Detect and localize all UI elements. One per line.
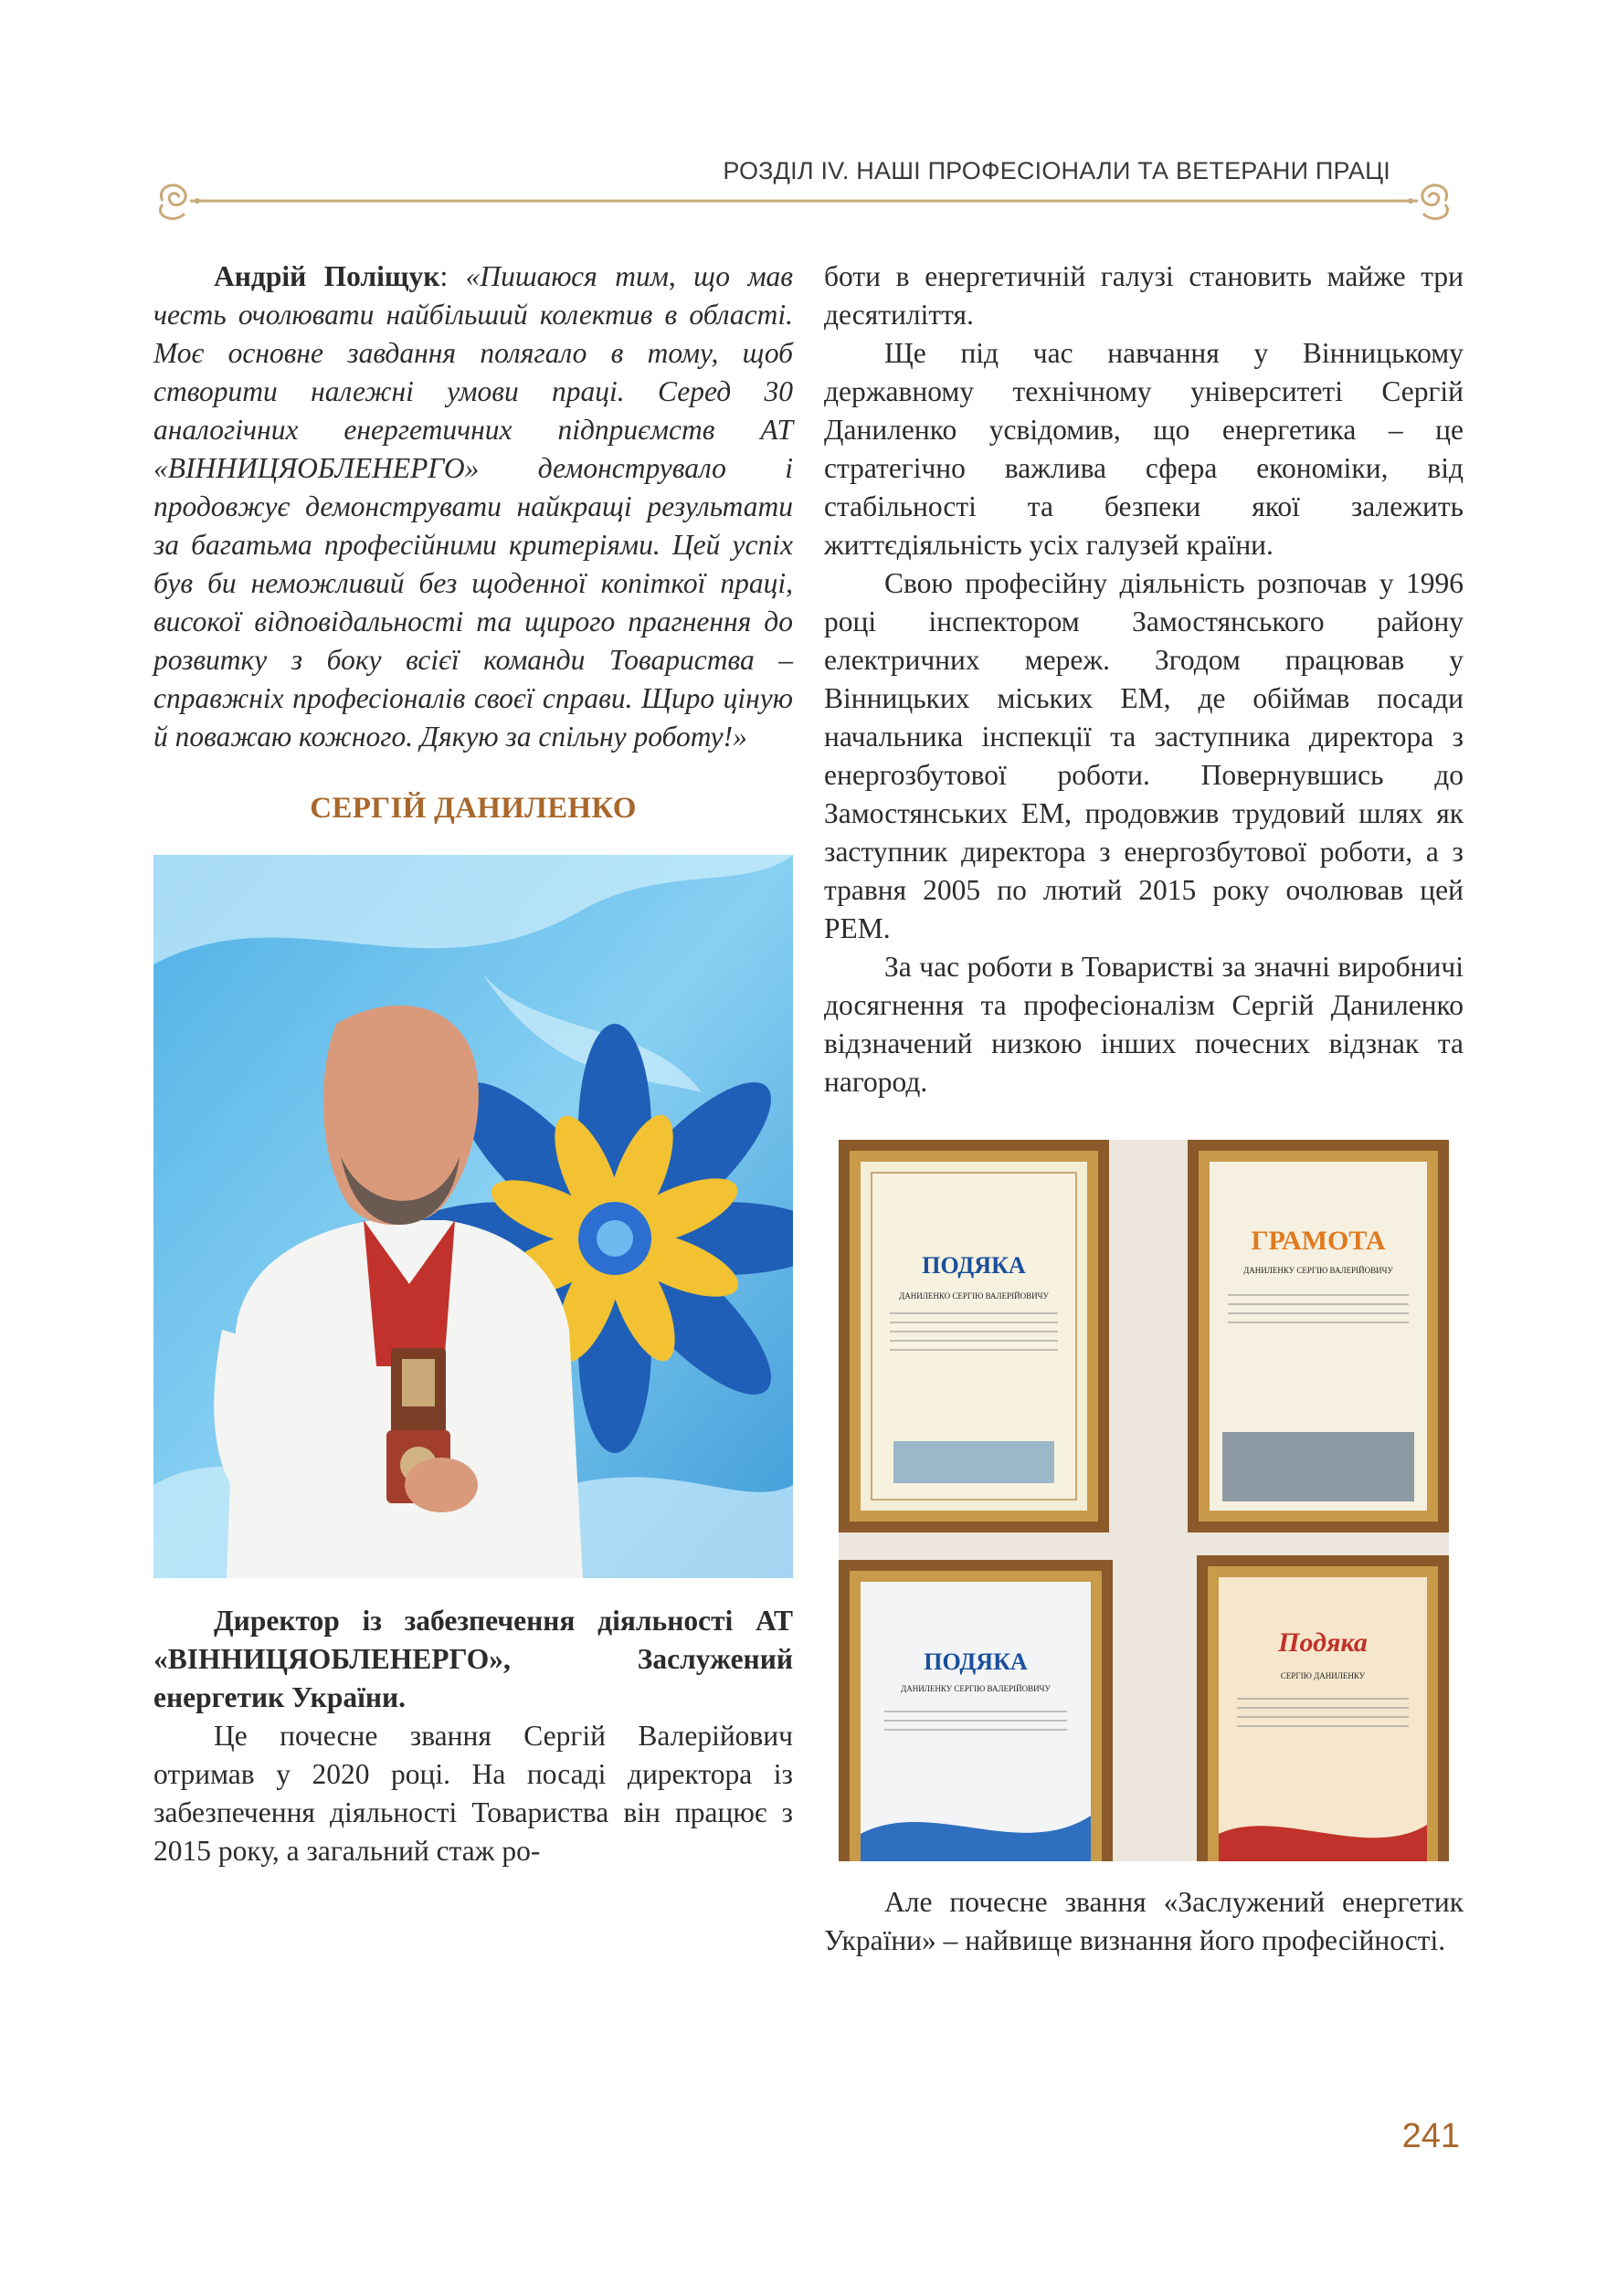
quote-author: Андрій Поліщук: [214, 260, 440, 292]
right-column: [824, 258, 1464, 1960]
page-number: 241: [1401, 2117, 1460, 2155]
section-title: РОЗДІЛ IV. НАШІ ПРОФЕСІОНАЛИ ТА ВЕТЕРАНИ ПРАЦІ: [723, 157, 1390, 184]
quote-text: «Пишаюся тим, що мав честь очолювати найбільший колектив в області. Моє основне завдання полягало в тому, щоб створити належні умови праці. Серед 30 аналогічних енергетичних підприємств АТ «ВІННИЦЯОБЛЕНЕРГО» демонструвало і продовжує демонструвати найкращі результати за багатьма професійними критеріями. Цей успіх був би неможливий без щоденної копіткої праці, високої відповідальності та щирого прагнення до розвитку з боку всієї команди Товариства – справжніх професіоналів своєї справи. Щиро ціную й поважаю кожного. Дякую за спільну роботу!»: [153, 260, 793, 753]
quote-colon: :: [439, 260, 466, 292]
certificates-photo: [839, 1140, 1449, 1861]
certificate-4-name: СЕРГІЮ ДАНИЛЕНКУ: [1280, 1671, 1366, 1680]
portrait-photo: [153, 855, 793, 1578]
certificate-1-name: ДАНИЛЕНКО СЕРГІЮ ВАЛЕРІЙОВИЧУ: [899, 1291, 1049, 1301]
bio-paragraph-continued: боти в енергетичній галузі становить майже три десятиліття.: [824, 260, 1464, 331]
bio-paragraph-4: За час роботи в Товаристві за значні виробничі досягнення та професіоналізм Сергій Даниленко відзначений низкою інших почесних відзнак та нагород.: [824, 951, 1464, 1098]
position-caption: Директор із забезпечення діяльності АТ «ВІННИЦЯОБЛЕНЕРГО», Заслужений енергетик України.: [153, 1605, 793, 1713]
bio-paragraph-5: Але почесне звання «Заслужений енергетик України» – найвище визнання його професійності.: [824, 1886, 1464, 1956]
certificate-2-name: ДАНИЛЕНКУ СЕРГІЮ ВАЛЕРІЙОВИЧУ: [1243, 1266, 1393, 1275]
certificate-4-title: Подяка: [1278, 1627, 1368, 1658]
bio-paragraph-1: Це почесне звання Сергій Валерійович отримав у 2020 році. На посаді директора із забезпечення діяльності Товариства він працює з 2015 року, а загальний стаж ро-: [153, 1720, 793, 1867]
left-column: [153, 258, 793, 1870]
quote-paragraph: [153, 258, 793, 756]
header-ornament: [146, 174, 1462, 228]
certificate-2-title: ГРАМОТА: [1251, 1226, 1386, 1256]
bio-paragraph-2: Ще під час навчання у Вінницькому державному технічному університеті Сергій Даниленко усвідомив, що енергетика – це стратегічно важлива сфера економіки, від стабільності та безпеки якої залежить життєдіяльність усіх галузей країни.: [824, 337, 1464, 561]
certificate-3-title: ПОДЯКА: [924, 1648, 1028, 1675]
certificate-3-name: ДАНИЛЕНКУ СЕРГІЮ ВАЛЕРІЙОВИЧУ: [901, 1684, 1051, 1693]
person-name-heading: СЕРГІЙ ДАНИЛЕНКО: [310, 792, 637, 825]
bio-paragraph-3: Свою професійну діяльність розпочав у 1996 році інспектором Замостянського району електричних мереж. Згодом працював у Вінницьких міських ЕМ, де обіймав посади начальника інспекції та заступника директора з енергозбутової роботи. Повернувшись до Замостянських ЕМ, продовжив трудовий шлях як заступник директора з енергозбутової роботи, а з травня 2005 по лютий 2015 року очолював цей РЕМ.: [824, 567, 1464, 944]
certificate-1-title: ПОДЯКА: [922, 1252, 1026, 1279]
